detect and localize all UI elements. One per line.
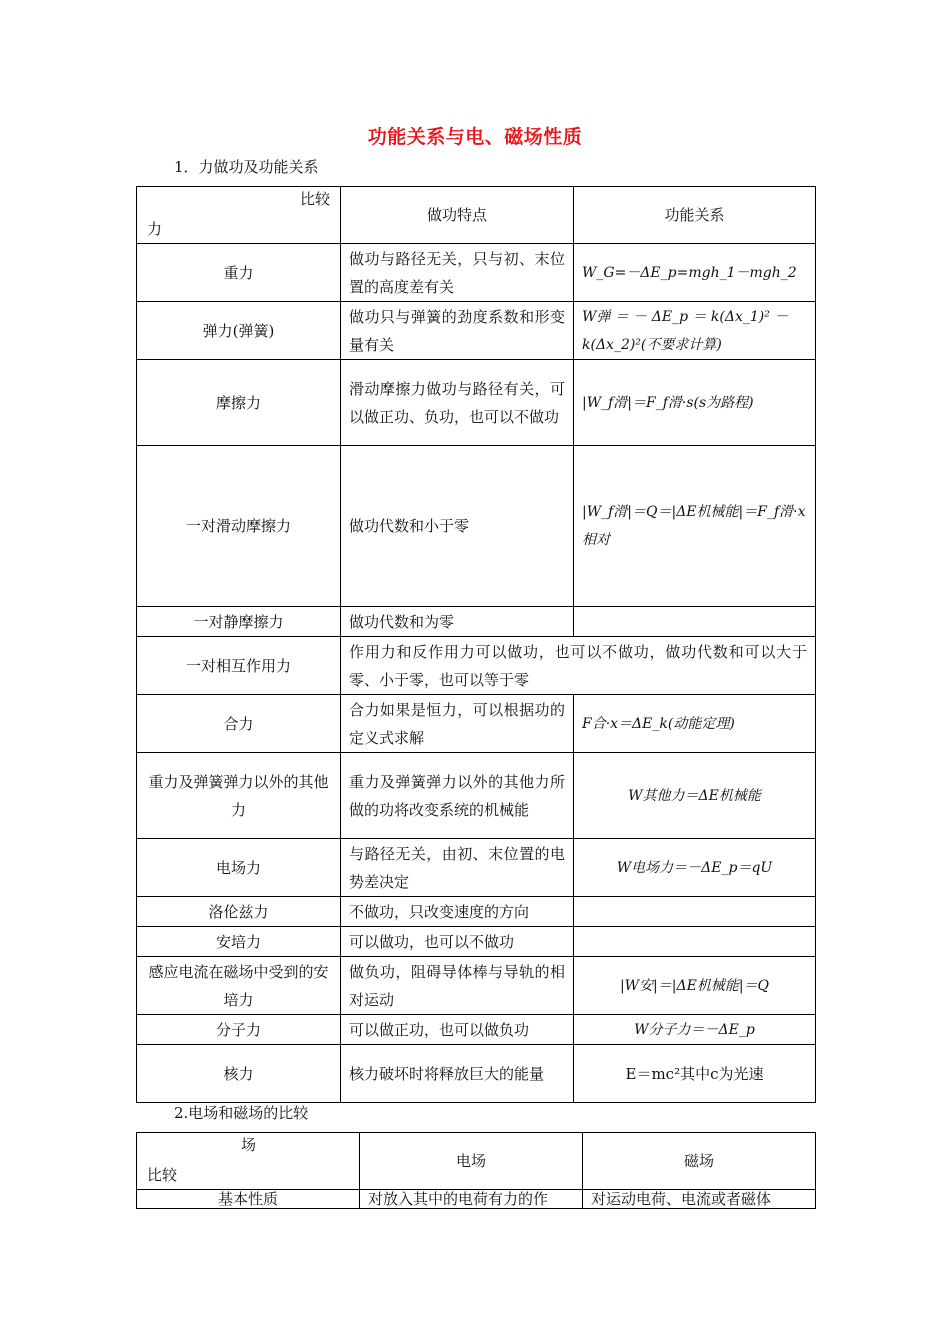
force-cell: 重力	[137, 244, 341, 302]
table-row	[137, 1190, 816, 1209]
force-cell: 一对滑动摩擦力	[137, 446, 341, 607]
force-cell: 感应电流在磁场中受到的安培力	[137, 957, 341, 1015]
header-energy-relation: 功能关系	[574, 187, 816, 244]
page-title: 功能关系与电、磁场性质	[367, 126, 583, 148]
relation-cell	[574, 897, 816, 927]
section-heading-field-comparison: 2.电场和磁场的比较	[174, 1104, 309, 1122]
feature-cell: 做功只与弹簧的劲度系数和形变量有关	[341, 302, 574, 360]
table-row	[137, 839, 816, 897]
force-cell: 洛伦兹力	[137, 897, 341, 927]
relation-cell: W_G=－ΔE_p=mgh_1－mgh_2	[574, 244, 816, 302]
table-row	[137, 360, 816, 446]
field-comparison-table	[136, 1132, 816, 1209]
relation-cell: W弹 ＝ － ΔE_p ＝ k(Δx_1)² － k(Δx_2)²(不要求计算)	[574, 302, 816, 360]
header-magnetic-field: 磁场	[583, 1133, 816, 1190]
relation-cell: E＝mc²其中c为光速	[574, 1045, 816, 1103]
corner-cell	[137, 1133, 360, 1190]
force-cell: 核力	[137, 1045, 341, 1103]
table-row	[137, 695, 816, 753]
force-cell: 安培力	[137, 927, 341, 957]
feature-cell: 做负功，阻碍导体棒与导轨的相对运动	[341, 957, 574, 1015]
section-heading-work-energy: 1．力做功及功能关系	[174, 158, 319, 176]
force-cell: 电场力	[137, 839, 341, 897]
feature-cell: 滑动摩擦力做功与路径有关，可以做正功、负功，也可以不做功	[341, 360, 574, 446]
corner-label-top: 场	[241, 1136, 257, 1154]
force-cell: 分子力	[137, 1015, 341, 1045]
header-work-feature: 做功特点	[341, 187, 574, 244]
feature-cell: 做功代数和为零	[341, 607, 574, 637]
feature-cell: 合力如果是恒力，可以根据功的定义式求解	[341, 695, 574, 753]
table-row	[137, 244, 816, 302]
table-row	[137, 753, 816, 839]
relation-cell: |W_f滑|＝F_f滑·s(s为路程)	[574, 360, 816, 446]
relation-cell: W其他力＝ΔE机械能	[574, 753, 816, 839]
table-row	[137, 927, 816, 957]
relation-cell: W电场力＝－ΔE_p＝qU	[574, 839, 816, 897]
feature-cell: 做功代数和小于零	[341, 446, 574, 607]
table-header-row	[137, 187, 816, 244]
table-header-row	[137, 1133, 816, 1190]
feature-cell: 可以做正功，也可以做负功	[341, 1015, 574, 1045]
relation-cell: |W安|＝|ΔE机械能|＝Q	[574, 957, 816, 1015]
table-row	[137, 957, 816, 1015]
relation-cell: W分子力＝－ΔE_p	[574, 1015, 816, 1045]
relation-cell	[574, 607, 816, 637]
feature-cell: 不做功，只改变速度的方向	[341, 897, 574, 927]
feature-cell: 做功与路径无关，只与初、末位置的高度差有关	[341, 244, 574, 302]
corner-label-top: 比较	[299, 190, 330, 208]
header-electric-field: 电场	[360, 1133, 583, 1190]
feature-cell: 与路径无关，由初、末位置的电势差决定	[341, 839, 574, 897]
feature-cell: 核力破坏时将释放巨大的能量	[341, 1045, 574, 1103]
table-row	[137, 302, 816, 360]
table-row	[137, 446, 816, 607]
table-row	[137, 1045, 816, 1103]
corner-cell	[137, 187, 341, 244]
table-row	[137, 897, 816, 927]
feature-cell: 可以做功，也可以不做功	[341, 927, 574, 957]
table-row	[137, 607, 816, 637]
force-cell: 弹力(弹簧)	[137, 302, 341, 360]
force-cell: 一对相互作用力	[137, 637, 341, 695]
force-cell: 重力及弹簧弹力以外的其他力	[137, 753, 341, 839]
magnetic-cell: 对运动电荷、电流或者磁体	[583, 1190, 816, 1209]
relation-cell: F合·x＝ΔE_k(动能定理)	[574, 695, 816, 753]
item-cell: 基本性质	[137, 1190, 360, 1209]
force-cell: 摩擦力	[137, 360, 341, 446]
relation-cell	[574, 927, 816, 957]
force-cell: 合力	[137, 695, 341, 753]
corner-label-bottom: 力	[147, 220, 163, 238]
work-energy-table	[136, 186, 816, 1103]
feature-cell: 重力及弹簧弹力以外的其他力所做的功将改变系统的机械能	[341, 753, 574, 839]
table-row	[137, 637, 816, 695]
relation-cell: |W_f滑|＝Q＝|ΔE机械能|＝F_f滑·x相对	[574, 446, 816, 607]
corner-label-bottom: 比较	[147, 1166, 178, 1184]
force-cell: 一对静摩擦力	[137, 607, 341, 637]
electric-cell: 对放入其中的电荷有力的作	[360, 1190, 583, 1209]
table-row	[137, 1015, 816, 1045]
feature-cell-wide: 作用力和反作用力可以做功，也可以不做功，做功代数和可以大于零、小于零，也可以等于零	[341, 637, 816, 695]
